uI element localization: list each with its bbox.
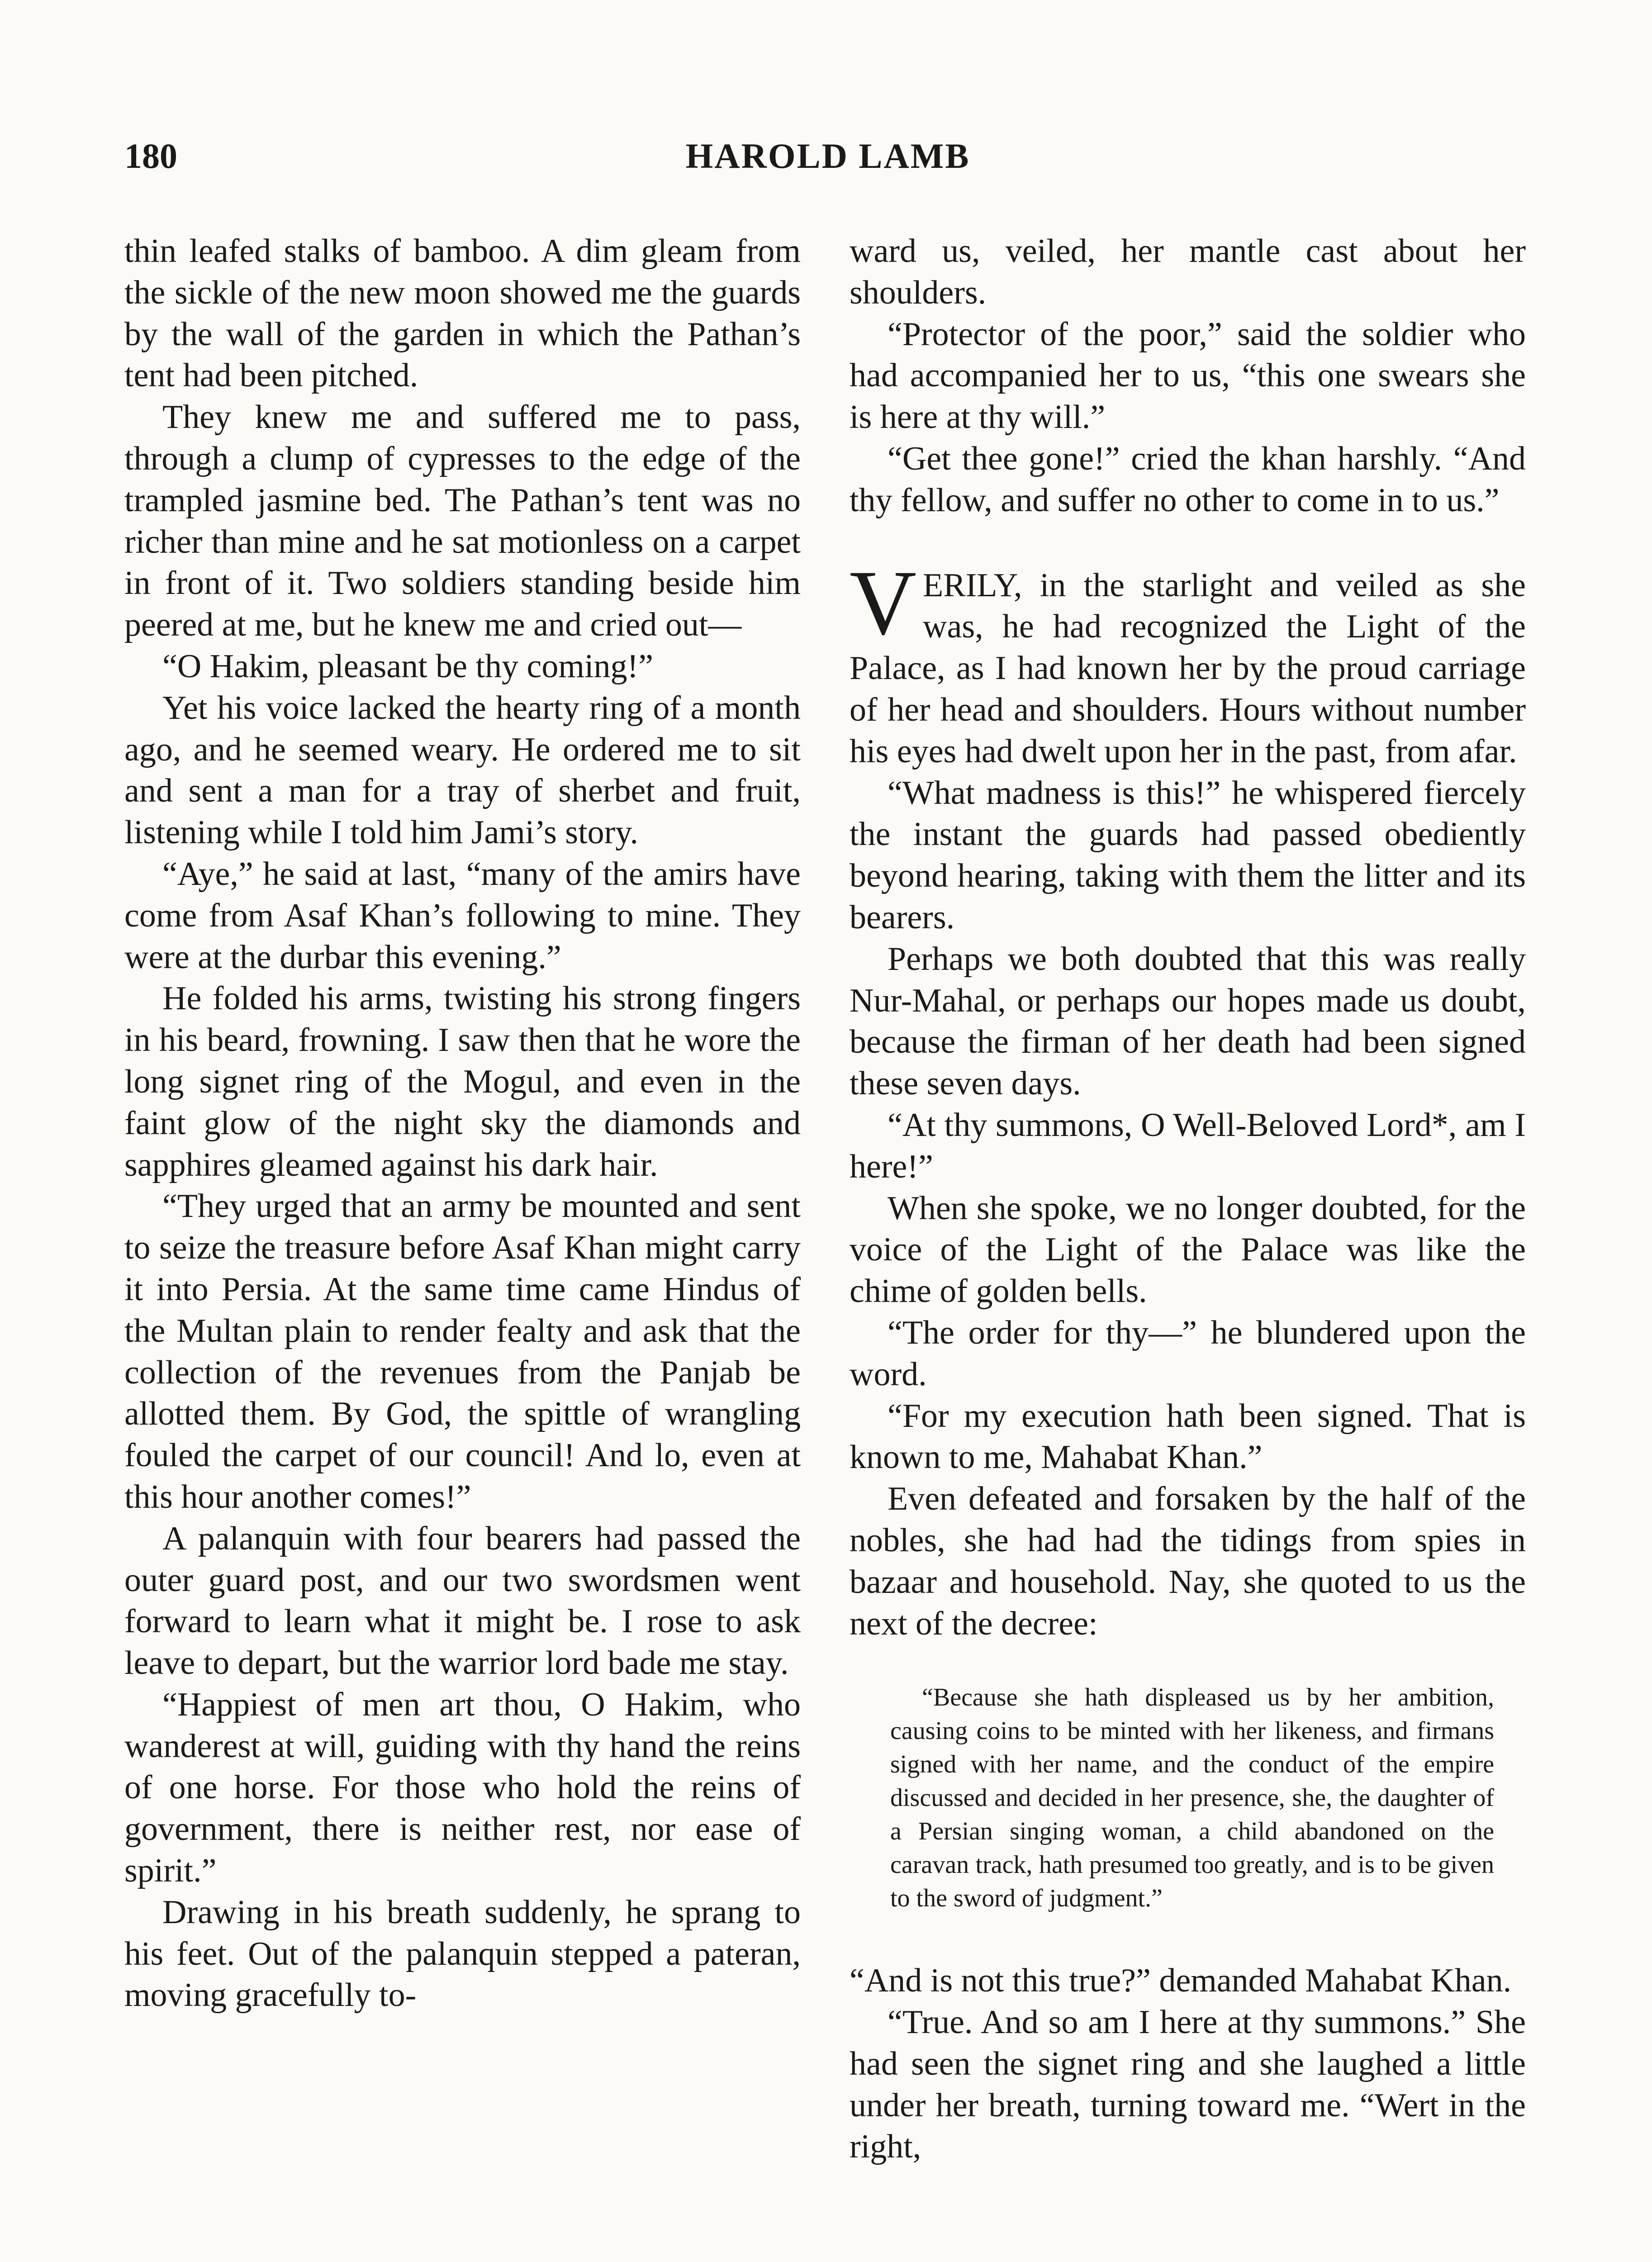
page-header bbox=[124, 136, 1531, 190]
page-number: 180 bbox=[124, 136, 177, 176]
paragraph: “Aye,” he said at last, “many of the amirs have come from Asaf Khan’s following to mine. They were at the durbar this evening.” bbox=[124, 855, 801, 976]
paragraph: “For my execution hath been signed. That is known to me, Mahabat Khan.” bbox=[850, 1397, 1526, 1476]
paragraph: “What madness is this!” he whispered fiercely the instant the guards had passed obediently beyond hearing, taking with them the litter and its bearers. bbox=[850, 774, 1526, 936]
paragraph: “At thy summons, O Well-Beloved Lord*, am I here!” bbox=[850, 1106, 1526, 1185]
paragraph: “O Hakim, pleasant be thy coming!” bbox=[162, 647, 653, 685]
paragraph: “Get thee gone!” cried the khan harshly. “And thy fellow, and suffer no other to come in to us.” bbox=[850, 440, 1526, 519]
paragraph: “Protector of the poor,” said the soldier who had accompanied her to us, “this one swears she is here at thy will.” bbox=[850, 315, 1526, 436]
left-column bbox=[124, 231, 801, 2016]
paragraph: Perhaps we both doubted that this was really Nur-Mahal, or perhaps our hopes made us doubt, because the firman of her death had been signed these seven days. bbox=[850, 940, 1526, 1102]
drop-cap: V bbox=[850, 551, 917, 654]
paragraph: A palanquin with four bearers had passed the outer guard post, and our two swordsmen went forward to learn what it might be. I rose to ask leave to depart, but the warrior lord bade me stay. bbox=[124, 1520, 801, 1682]
paragraph: “The order for thy—” he blundered upon the word. bbox=[850, 1314, 1526, 1393]
paragraph: “Happiest of men art thou, O Hakim, who wanderest at will, guiding with thy hand the reins of one horse. For those who hold the reins of government, there is neither rest, nor ease of spirit.” bbox=[124, 1686, 801, 1890]
right-column bbox=[850, 231, 1526, 2168]
paragraph: When she spoke, we no longer doubted, for the voice of the Light of the Palace was like the chime of golden bells. bbox=[850, 1189, 1526, 1310]
paragraph: thin leafed stalks of bamboo. A dim gleam from the sickle of the new moon showed me the guards by the wall of the garden in which the Pathan’s tent had been pitched. bbox=[124, 233, 801, 394]
paragraph: Even defeated and forsaken by the half of the nobles, she had had the tidings from spies in bazaar and household. Nay, she quoted to us the next of the decree: bbox=[850, 1480, 1526, 1642]
paragraph: He folded his arms, twisting his strong fingers in his beard, frowning. I saw then that he wore the long signet ring of the Mogul, and even in the faint glow of the night sky the diamonds and sapphires gleamed against his dark hair. bbox=[124, 980, 801, 1183]
decree-quote-text: “Because she hath displeased us by her ambition, causing coins to be minted with her likeness, and firmans signed with her name, and the conduct of the empire discussed and decided in her presence, she, the daughter of a Persian singing woman, a child abandoned on the caravan track, hath presumed too greatly, and is to be given to the sword of judgment.” bbox=[890, 1683, 1494, 1913]
paragraph: “And is not this true?” demanded Mahabat Khan. bbox=[850, 1962, 1512, 2000]
decree-quote bbox=[890, 1681, 1494, 1915]
paragraph: “True. And so am I here at thy summons.” She had seen the signet ring and she laughed a little under her breath, turning toward me. “Wert in the right, bbox=[850, 2004, 1526, 2166]
section-opening-text: ERILY, in the starlight and veiled as she was, he had recognized the Light of the Palace, as I had known her by the proud carriage of her head and shoulders. Hours without number his eyes had dwelt upon her in the past, from afar. bbox=[850, 566, 1526, 770]
paragraph: They knew me and suffered me to pass, through a clump of cypresses to the edge of the trampled jasmine bed. The Pathan’s tent was no richer than mine and he sat motionless on a carpet in front of it. Two soldiers standing beside him peered at me, but he knew me and cried out— bbox=[124, 399, 801, 644]
paragraph: “They urged that an army be mounted and sent to seize the treasure before Asaf Khan might carry it into Persia. At the same time came Hindus of the Multan plain to render fealty and ask that the collection of the revenues from the Panjab be allotted them. By God, the spittle of wrangling fouled the carpet of our council! And lo, even at this hour another comes!” bbox=[124, 1188, 801, 1516]
paragraph: Yet his voice lacked the hearty ring of a month ago, and he seemed weary. He ordered me to sit and sent a man for a tray of sherbet and fruit, listening while I told him Jami’s story. bbox=[124, 689, 801, 851]
running-head: HAROLD LAMB bbox=[685, 136, 970, 176]
paragraph: Drawing in his breath suddenly, he sprang to his feet. Out of the palanquin stepped a pateran, moving gracefully to- bbox=[124, 1893, 801, 2014]
paragraph: ward us, veiled, her mantle cast about her shoulders. bbox=[850, 233, 1526, 311]
section-opening-paragraph bbox=[850, 551, 1526, 773]
